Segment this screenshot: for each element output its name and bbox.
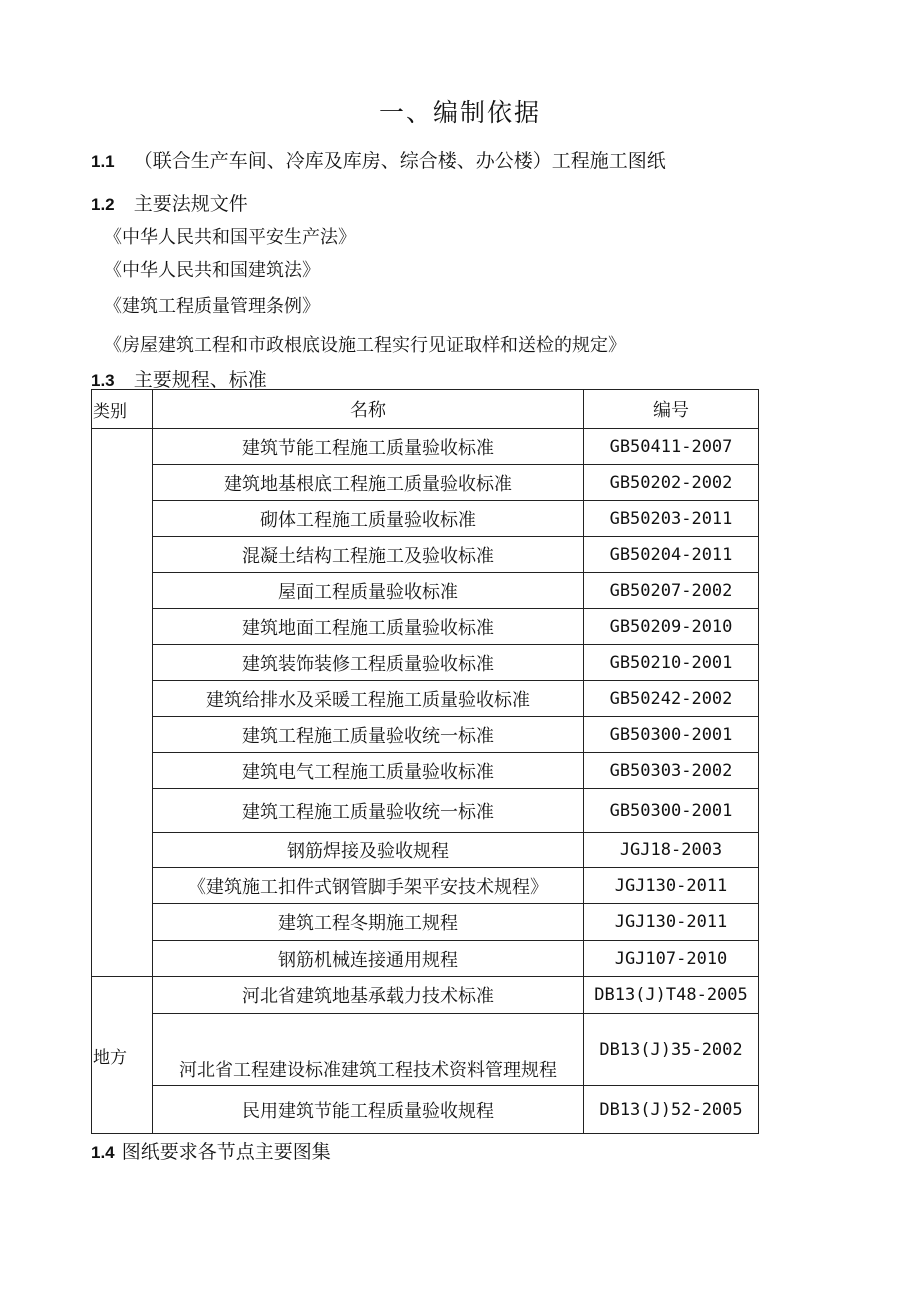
table-row <box>92 1086 759 1134</box>
table-row <box>92 868 759 904</box>
standard-code: GB50300-2001 <box>584 717 759 753</box>
table-row <box>92 429 759 465</box>
standard-code: GB50242-2002 <box>584 681 759 717</box>
standard-name: 《建筑施工扣件式钢管脚手架平安技术规程》 <box>153 868 584 904</box>
standard-name: 建筑工程施工质量验收统一标准 <box>153 789 584 833</box>
standard-name: 建筑工程冬期施工规程 <box>153 904 584 941</box>
standard-code: DB13(J)35-2002 <box>584 1014 759 1086</box>
table-row <box>92 941 759 977</box>
standard-name: 建筑地基根底工程施工质量验收标准 <box>153 465 584 501</box>
standard-name: 建筑装饰装修工程质量验收标准 <box>153 645 584 681</box>
standard-name: 河北省建筑地基承载力技术标准 <box>153 977 584 1014</box>
header-code: 编号 <box>584 390 759 429</box>
header-name: 名称 <box>153 390 584 429</box>
table-row <box>92 904 759 941</box>
category-local-cell: 地方 <box>92 977 153 1134</box>
section-title: （联合生产车间、冷库及库房、综合楼、办公楼）工程施工图纸 <box>133 150 666 172</box>
section-number: 1.2 <box>91 195 115 214</box>
standard-name: 混凝土结构工程施工及验收标准 <box>153 537 584 573</box>
standard-code: DB13(J)52-2005 <box>584 1086 759 1134</box>
standard-code: JGJ107-2010 <box>584 941 759 977</box>
section-number: 1.3 <box>91 371 115 390</box>
standard-name: 砌体工程施工质量验收标准 <box>153 501 584 537</box>
standard-code: JGJ130-2011 <box>584 904 759 941</box>
table-header-row <box>92 390 759 429</box>
table-row <box>92 645 759 681</box>
table-row <box>92 717 759 753</box>
table-row <box>92 681 759 717</box>
standard-name: 建筑地面工程施工质量验收标准 <box>153 609 584 645</box>
standard-code: GB50300-2001 <box>584 789 759 833</box>
section-1-4 <box>91 1137 331 1164</box>
standard-code: DB13(J)T48-2005 <box>584 977 759 1014</box>
law-item: 《中华人民共和国平安生产法》 <box>104 227 356 248</box>
standard-name: 建筑节能工程施工质量验收标准 <box>153 429 584 465</box>
section-number: 1.1 <box>91 152 115 171</box>
standard-code: GB50303-2002 <box>584 753 759 789</box>
section-1-3 <box>91 365 267 392</box>
standard-name: 钢筋焊接及验收规程 <box>153 833 584 868</box>
law-item: 《中华人民共和国建筑法》 <box>104 260 320 281</box>
law-item: 《建筑工程质量管理条例》 <box>104 296 320 317</box>
table-row <box>92 753 759 789</box>
standard-name: 钢筋机械连接通用规程 <box>153 941 584 977</box>
table-row <box>92 609 759 645</box>
standard-code: GB50207-2002 <box>584 573 759 609</box>
table-row <box>92 1014 759 1086</box>
category-national-cell <box>92 429 153 977</box>
standard-code: GB50210-2001 <box>584 645 759 681</box>
section-title: 图纸要求各节点主要图集 <box>121 1141 331 1163</box>
standard-code: GB50202-2002 <box>584 465 759 501</box>
standard-name: 建筑给排水及采暖工程施工质量验收标准 <box>153 681 584 717</box>
standard-name: 民用建筑节能工程质量验收规程 <box>153 1086 584 1134</box>
law-item: 《房屋建筑工程和市政根底设施工程实行见证取样和送检的规定》 <box>104 335 626 356</box>
section-1-1 <box>91 146 666 173</box>
standard-code: JGJ18-2003 <box>584 833 759 868</box>
table-row <box>92 833 759 868</box>
section-title: 主要法规文件 <box>133 193 248 215</box>
section-1-2 <box>91 189 248 216</box>
page-title: 一、编制依据 <box>378 98 541 127</box>
table-row <box>92 573 759 609</box>
table-row <box>92 465 759 501</box>
section-title: 主要规程、标准 <box>133 369 267 391</box>
table-row <box>92 501 759 537</box>
standard-name: 建筑电气工程施工质量验收标准 <box>153 753 584 789</box>
standard-name: 建筑工程施工质量验收统一标准 <box>153 717 584 753</box>
standard-code: GB50204-2011 <box>584 537 759 573</box>
standard-name: 河北省工程建设标准建筑工程技术资料管理规程 <box>153 1014 584 1086</box>
table-row <box>92 537 759 573</box>
standard-code: JGJ130-2011 <box>584 868 759 904</box>
header-category: 类别 <box>92 390 153 429</box>
standards-table <box>91 389 759 1134</box>
standard-code: GB50411-2007 <box>584 429 759 465</box>
standard-name: 屋面工程质量验收标准 <box>153 573 584 609</box>
table-row <box>92 977 759 1014</box>
standard-code: GB50209-2010 <box>584 609 759 645</box>
section-number: 1.4 <box>91 1143 115 1162</box>
table-row <box>92 789 759 833</box>
standard-code: GB50203-2011 <box>584 501 759 537</box>
